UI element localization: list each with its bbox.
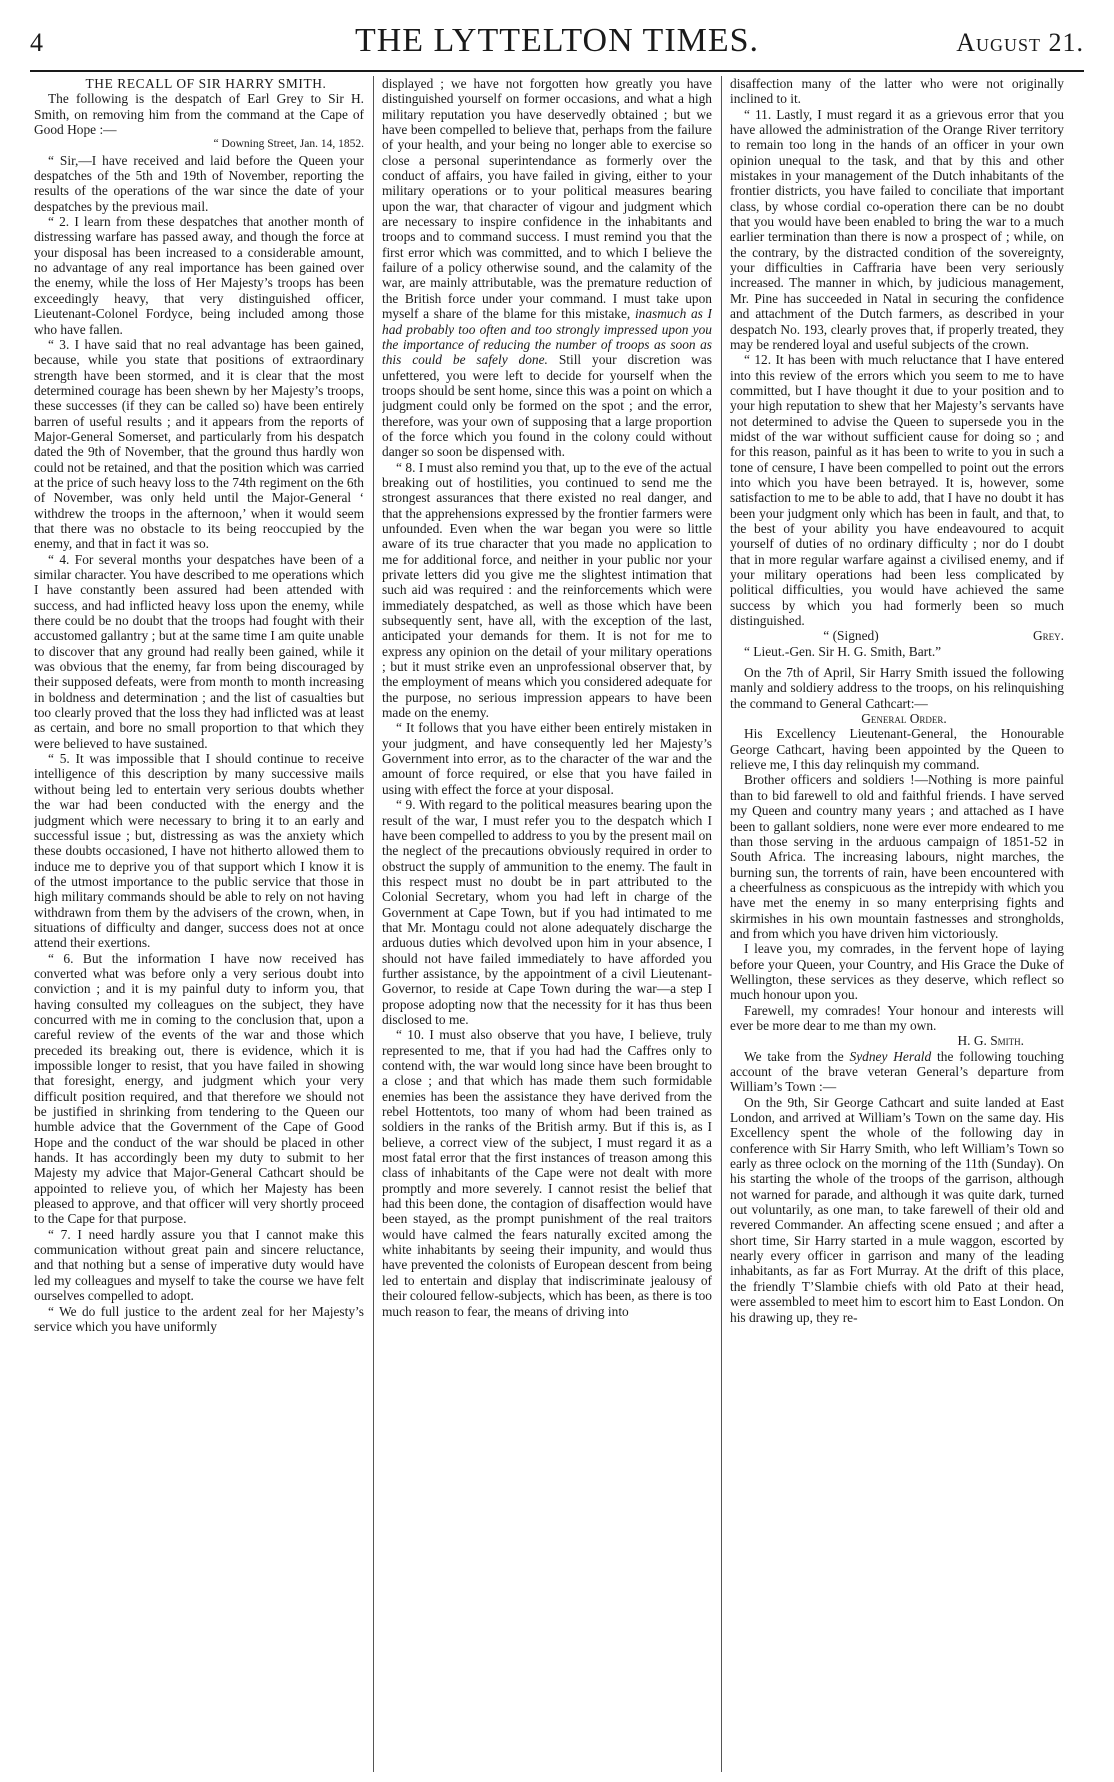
paragraph-text: Still your discretion was unfettered, you were left to decide for yourself when the troops should be sent home, since this was a point on which a judgment could only be formed on the spot ; and the error, therefore, was your own of supposing that a large proportion of the force which you found in the colony could without danger so soon be dispensed with. bbox=[382, 352, 712, 460]
article-column-1 bbox=[34, 76, 364, 1776]
paragraph bbox=[382, 76, 712, 460]
column-divider bbox=[721, 76, 722, 1772]
paragraph-text: the following touching account of the brave veteran General’s departure from William’s Town :— bbox=[730, 1048, 1064, 1095]
paragraph: Farewell, my comrades! Your honour and interests will ever be more dear to me than my own. bbox=[730, 1002, 1064, 1033]
page-number: 4 bbox=[30, 28, 43, 57]
article-column-3 bbox=[730, 76, 1064, 1776]
issue-date: August 21. bbox=[956, 28, 1084, 57]
paragraph: “ 10. I must also observe that you have, I believe, truly represented to me, that if you had had the Caffres only to contend with, the war would long since have been brought to a close ; and that which has made them such formidable enemies has been the assistance they have derived from the rebel Hottentots, too many of whom had been trained as soldiers in the ranks of the British army. But if this is, as I believe, a correct view of the subject, I must regard it as a most fatal error that the first instances of treason among this class of inhabitants of the Cape were not dealt with more promptly and more severely. I cannot resist the belief that had this been done, the contagion of disaffection would have been stayed, as the prompt punishment of the real traitors would have calmed the fears naturally excited among the white inhabitants by seeing their impunity, and would thus have prevented the colonists of European descent from being led to entertain and display that indiscriminate jealousy of their coloured fellow-subjects, which has been, as there is too much reason to fear, the means of driving into bbox=[382, 1027, 712, 1319]
general-order-heading: General Order. bbox=[861, 711, 947, 727]
article-column-2 bbox=[382, 76, 712, 1776]
dateline: “ Downing Street, Jan. 14, 1852. bbox=[213, 138, 364, 151]
paragraph: “ We do full justice to the ardent zeal for her Majesty’s service which you have uniformly bbox=[34, 1303, 364, 1334]
paragraph: “ 12. It has been with much reluctance that I have entered into this review of the errors which you seem to me to have committed, but I have thought it due to your position and to your high reputation to shew that her Majesty’s servants have not determined to advise the Queen to supersede you in the midst of the war without sufficient cause for doing so ; and for this reason, painful as it has been to write to you in such a tone of censure, I have been compelled to point out the errors into which you have been betrayed. It is, however, some satisfaction to me to be able to add, that I have no doubt it has been your judgment only which has been in fault, and that, to the best of your ability you have endeavoured to acquit yourself of duties of no ordinary difficulty ; nor do I doubt that in more regular warfare against a civilised enemy, and if your military operations had been less complicated by political difficulties, you would have achieved the same success by which you had formerly been so much distinguished. bbox=[730, 352, 1064, 629]
order-signature: H. G. Smith. bbox=[957, 1033, 1024, 1049]
masthead-rule bbox=[30, 70, 1084, 72]
signature-line bbox=[730, 628, 1064, 643]
paragraph: Brother officers and soldiers !—Nothing is more painful than to bid farewell to old and faithful friends. I have served my Queen and country many years ; and attached as I have been to gallant soldiers, none were ever more endeared to me than those serving in the arduous campaign of 1851-52 in South Africa. The increasing labours, night marches, the burning sun, the torrents of rain, have been encountered with a cheerfulness as conspicuous as the intrepidy with which you have met the enemy in so many enterprising fights and skirmishes in his own mountain fastnesses and strongholds, and from which you have driven him victoriously. bbox=[730, 772, 1064, 941]
paragraph: “ 5. It was impossible that I should continue to receive intelligence of this description by many successive mails without being led to entertain very serious doubts whether the war had been conducted with the energy and the judgment which were necessary to bring it to an early and successful issue ; but, distressing as was the anxiety which these doubts occasioned, I have not hitherto allowed them to induce me to deprive you of that support which I know it is of the utmost importance to the public service that those in high military commands should be able to rely on not having withdrawn from them by the advisers of the crown, when, in situations of difficulty and danger, success does not at once attend their exertions. bbox=[34, 751, 364, 951]
signed-label: “ (Signed) bbox=[823, 628, 879, 644]
paragraph bbox=[730, 1049, 1064, 1095]
paragraph: “ It follows that you have either been entirely mistaken in your judgment, and have consequently led her Majesty’s Government into error, as to the character of the war and the amount of force required, or else that you have failed in using with effect the force at your disposal. bbox=[382, 720, 712, 797]
paragraph: His Excellency Lieutenant-General, the Honourable George Cathcart, having been appointed by the Queen to relieve me, I this day relinquish my command. bbox=[730, 726, 1064, 773]
newspaper-title: THE LYTTELTON TIMES. bbox=[354, 22, 760, 59]
paragraph-text: We take from the bbox=[744, 1048, 844, 1064]
paragraph: I leave you, my comrades, in the fervent hope of laying before your Queen, your Country, and His Grace the Duke of Wellington, these services as they deserve, which reflect so much honour upon you. bbox=[730, 941, 1064, 1003]
column-divider bbox=[373, 76, 374, 1772]
paragraph: “ 3. I have said that no real advantage has been gained, because, while you state that positions of extraordinary strength have been stormed, and it is clear that the most determined courage has been shewn by her Majesty’s troops, these successes (if they can be called so) have been entirely barren of useful results ; and it appears from the reports of Major-General Somerset, and particularly from his despatch dated the 9th of November, that the ground thus hardly won could not be retained, and that the position which was carried at the price of such heavy loss to the 74th regiment on the 6th of November, was only held until the Major-General ‘ withdrew the troops in the afternoon,’ when it would seem that there was no obstacle to its being reoccupied by the enemy, and that in fact it was so. bbox=[34, 336, 364, 552]
signatory-name: Grey. bbox=[1032, 628, 1064, 644]
masthead bbox=[30, 18, 1084, 66]
article-headline: THE RECALL OF SIR HARRY SMITH. bbox=[85, 76, 327, 91]
paragraph: “ 11. Lastly, I must regard it as a grievous error that you have allowed the administration of the Orange River territory to remain too long in the hands of an officer in your own opinion unequal to the task, and that by this and other mistakes in your management of the Dutch inhabitants of the frontier districts, you have failed to conciliate that important class, by whose cordial co-operation there can be no doubt that you would have been enabled to bring the war to a much earlier termination than there is now a prospect of ; while, on the contrary, by the distracted condition of the sovereignty, your difficulties in Caffraria have been very seriously increased. The manner in which, by judicious management, Mr. Pine has succeeded in Natal in securing the confidence and attachment of the Dutch farmers, as described in your despatch No. 193, clearly proves that, if properly treated, they may be rendered loyal and useful subjects of the crown. bbox=[730, 106, 1064, 352]
paragraph: “ 4. For several months your despatches have been of a similar character. You have described to me operations which I have constantly been assured had been attended with success, and had inflicted heavy loss upon the enemy, while there could be no doubt that the troops had fought with their accustomed gallantry ; but at the same time I am quite unable to discover that any ground had really been gained, while it was obvious that the enemy, far from being discouraged by their supposed defeats, were from month to month increasing in boldness and determination ; and the list of casualties but too clearly proved that the loss they had inflicted was at least as certain, and bore no small proportion to that which they were believed to have sustained. bbox=[34, 551, 364, 751]
paragraph: “ 8. I must also remind you that, up to the eve of the actual breaking out of hostilities, you continued to send me the strongest assurances that there existed no real danger, and that the apprehensions expressed by the frontier farmers were unfounded. Even when the war began you were so little aware of its true character that you made no application to me for additional force, and neither in your public nor your private letters did you give me the slightest intimation that such aid was required : and the reinforcements which were immediately despatched, as well as those which have been subsequently sent, have all, with the exception of the last, anticipated your demands for them. It is not for me to express any opinion on the detail of your military operations ; but it must strike even an unprofessional observer that, by the employment of means which you considered adequate for the purpose, no serious impression appears to have been made on the enemy. bbox=[382, 459, 712, 721]
paragraph-text: displayed ; we have not forgotten how greatly you have distinguished yourself on former occasions, and what a high military reputation you have deservedly obtained ; but we have been compelled to believe that, perhaps from the failure of your health, and your being no longer able to exercise so close a personal superintendance as formerly over the conduct of affairs, you have failed in giving, either to your military operations or to your political measures bearing upon the war, that character of vigour and judgment which are necessary to inspire confidence in the inhabitants and troops and to command success. I must remind you that the first error which was committed, and to which I believe the failure of a policy otherwise sound, and the calamity of the war, are mainly attributable, was the premature reduction of the British force under your command. I must take upon myself a share of the blame for this mistake, bbox=[382, 76, 712, 322]
paragraph: “ 9. With regard to the political measures bearing upon the result of the war, I must refer you to the despatch which I have been compelled to address to you by the present mail on the neglect of the precautions obviously required in order to obstruct the supply of ammunition to the enemy. The fault in this respect must no doubt be in part attributed to the Colonial Secretary, whom you had left in charge of the Government at Cape Town, but if you had intimated to me that Mr. Montagu could not alone adequately discharge the arduous duties which devolved upon him in your absence, I should not have failed immediately to have afforded you further assistance, by the appointment of a civil Lieutenant-Governor, to reside at Cape Town during the war—a step I propose adopting now that the necessity for it has thus been disclosed to me. bbox=[382, 797, 712, 1027]
paragraph: “ 6. But the information I have now received has converted what was before only a very serious doubt into conviction ; and it is my painful duty to inform you, that having consulted my colleagues on the subject, they have concurred with me in coming to the conclusion that, upon a careful review of the events of the war and those which preceded its breaking out, there is evidence, which it is impossible longer to resist, that you have failed in showing that foresight, energy, and judgment which your very difficult position required, and that therefore we should not be justified in shrinking from tendering to the Queen our humble advice that the Government of the Cape of Good Hope and the conduct of the war should be placed in other hands. It has accordingly been my duty to submit to her Majesty my advice that Major-General Cathcart should be appointed to relieve you, of which her Majesty has been pleased to approve, and that officer will very shortly proceed to the Cape for that purpose. bbox=[34, 950, 364, 1227]
paragraph: On the 7th of April, Sir Harry Smith issued the following manly and soldiery address to the troops, on his relinquishing the command to General Cathcart:— bbox=[730, 665, 1064, 711]
paragraph: “ 7. I need hardly assure you that I cannot make this communication without great pain and sincere reluctance, and that nothing but a sense of imperative duty would have led my colleagues and myself to take the course we have felt ourselves compelled to adopt. bbox=[34, 1226, 364, 1304]
publication-name: Sydney Herald bbox=[849, 1048, 932, 1064]
article-intro: The following is the despatch of Earl Grey to Sir H. Smith, on removing him from the command at the Cape of Good Hope :— bbox=[34, 91, 364, 138]
paragraph: “ 2. I learn from these despatches that another month of distressing warfare has passed away, and though the force at your disposal has been increased to a considerable amount, no advantage of any real importance has been gained over the enemy, while the loss of Her Majesty’s troops has been exceedingly heavy, that very distinguished officer, Lieutenant-Colonel Fordyce, being included among those who have fallen. bbox=[34, 214, 364, 337]
paragraph: “ Sir,—I have received and laid before the Queen your despatches of the 5th and 19th of November, reporting the results of the operations of the war since the date of your despatches by the previous mail. bbox=[34, 152, 364, 214]
addressee: “ Lieut.-Gen. Sir H. G. Smith, Bart.” bbox=[744, 643, 942, 659]
italic-passage: inasmuch as I had probably too often and too strongly impressed upon you the importance of reducing the number of troops as soon as this could be safely done. bbox=[382, 306, 712, 368]
paragraph: On the 9th, Sir George Cathcart and suite landed at East London, and arrived at William’s Town on the same day. His Excellency spent the whole of the following day in conference with Sir Harry Smith, who left William’s Town so early as three oclock on the morning of the 11th (Sunday). On his starting the whole of the troops of the garrison, although not warned for parade, and although it was quite dark, turned out voluntarily, as one man, to take farewell of their old and revered Commander. An affecting scene ensued ; and after a short time, Sir Harry started in a mule waggon, escorted by nearly every officer in garrison and many of the leading inhabitants, as far as Fort Murray. At the drift of this place, the friendly T’Slambie chiefs with old Pato at their head, were assembled to meet him to escort him to East London. On his drawing up, they re- bbox=[730, 1094, 1064, 1325]
paragraph: disaffection many of the latter who were not originally inclined to it. bbox=[730, 76, 1064, 107]
